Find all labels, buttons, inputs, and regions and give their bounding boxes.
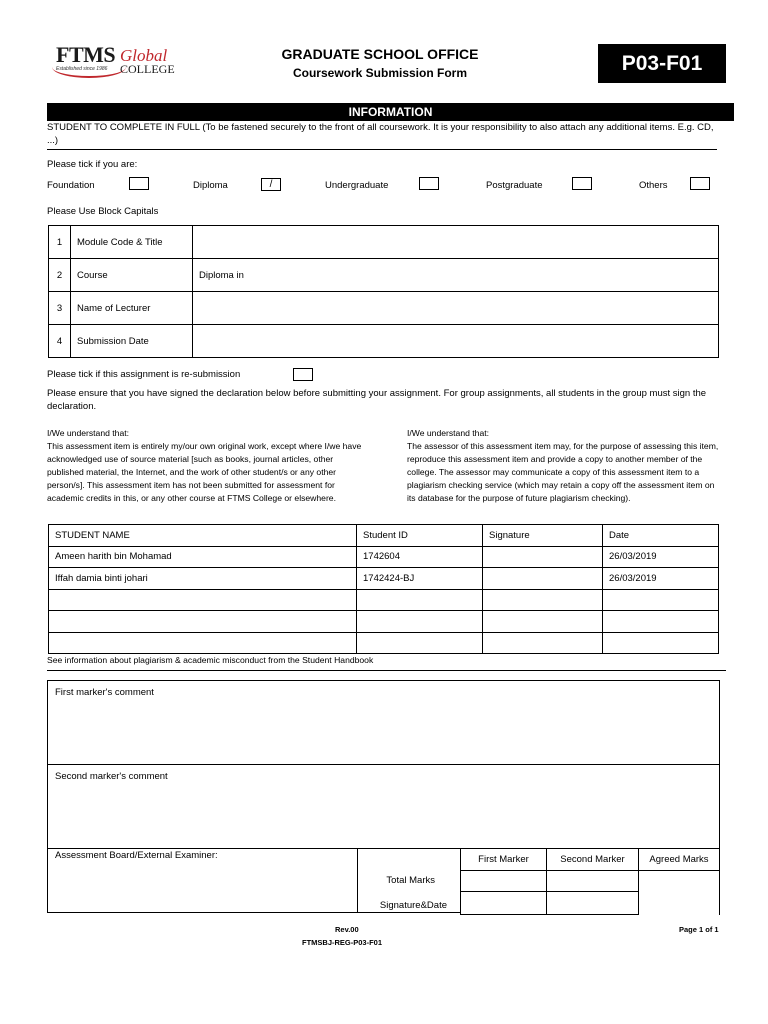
row-label: Course <box>71 259 193 292</box>
row-number: 1 <box>49 226 71 259</box>
first-marker-signature-cell[interactable] <box>461 892 547 915</box>
level-postgraduate-checkbox[interactable] <box>572 177 592 190</box>
logo-script-text: Global <box>120 46 168 65</box>
marks-label-column <box>357 869 461 913</box>
col-header-signature: Signature <box>483 525 603 547</box>
lecturer-name-field[interactable] <box>193 292 719 325</box>
plagiarism-note: See information about plagiarism & academic misconduct from the Student Handbook <box>47 655 374 665</box>
page-subtitle: Coursework Submission Form <box>292 66 468 80</box>
col-header-first-marker: First Marker <box>461 849 547 871</box>
logo-sub-text: COLLEGE <box>120 62 175 76</box>
row-label: Module Code & Title <box>71 226 193 259</box>
divider <box>47 670 726 671</box>
date-cell[interactable]: 26/03/2019 <box>603 568 719 590</box>
table-row <box>49 546 719 568</box>
total-marks-label: Total Marks <box>386 875 435 886</box>
agreed-marks-cell[interactable] <box>639 871 720 915</box>
logo-tagline: Established since 1986 <box>56 66 108 72</box>
row-number: 2 <box>49 259 71 292</box>
table-row <box>49 632 719 654</box>
first-marker-total-cell[interactable] <box>461 871 547 892</box>
submission-date-field[interactable] <box>193 325 719 358</box>
row-label: Name of Lecturer <box>71 292 193 325</box>
resubmission-label: Please tick if this assignment is re-submission <box>47 369 241 380</box>
col-header-student-name: STUDENT NAME <box>49 525 357 547</box>
block-capitals-note: Please Use Block Capitals <box>47 206 159 217</box>
date-cell[interactable] <box>603 632 719 654</box>
row-number: 4 <box>49 325 71 358</box>
level-diploma-checkbox[interactable]: / <box>261 178 281 191</box>
table-row <box>49 259 719 292</box>
footer-page-number: Page 1 of 1 <box>679 925 719 934</box>
declaration-right-heading: I/We understand that: <box>407 428 490 438</box>
marks-table <box>460 848 720 915</box>
student-name-cell[interactable]: Ameen harith bin Mohamad <box>49 546 357 568</box>
student-table <box>48 524 719 654</box>
table-row <box>49 568 719 590</box>
footer-doc-code: FTMSBJ-REG-P03-F01 <box>302 938 383 947</box>
module-info-table <box>48 225 719 358</box>
table-row <box>49 325 719 358</box>
divider <box>47 149 717 150</box>
signature-date-label: Signature&Date <box>379 900 447 911</box>
declaration-right <box>407 427 719 505</box>
col-header-agreed-marks: Agreed Marks <box>639 849 720 871</box>
marks-header-spacer <box>357 848 461 870</box>
table-row <box>49 589 719 611</box>
ftms-logo <box>52 42 182 82</box>
signature-cell[interactable] <box>483 632 603 654</box>
student-name-cell[interactable] <box>49 611 357 633</box>
assessment-board-box <box>47 848 358 913</box>
signature-cell[interactable] <box>483 568 603 590</box>
signature-cell[interactable] <box>483 546 603 568</box>
col-header-second-marker: Second Marker <box>547 849 639 871</box>
student-id-cell[interactable]: 1742424-BJ <box>357 568 483 590</box>
student-name-cell[interactable] <box>49 589 357 611</box>
col-header-date: Date <box>603 525 719 547</box>
table-row <box>49 292 719 325</box>
level-foundation-checkbox[interactable] <box>129 177 149 190</box>
information-bar: INFORMATION <box>47 103 734 121</box>
assessment-board-label: Assessment Board/External Examiner: <box>55 850 218 861</box>
student-id-cell[interactable] <box>357 589 483 611</box>
student-id-cell[interactable]: 1742604 <box>357 546 483 568</box>
page-title: GRADUATE SCHOOL OFFICE <box>281 46 479 62</box>
level-diploma-label: Diploma <box>193 180 228 191</box>
table-row <box>461 871 720 892</box>
declaration-left <box>47 427 367 505</box>
date-cell[interactable] <box>603 611 719 633</box>
second-marker-total-cell[interactable] <box>547 871 639 892</box>
table-header-row <box>49 525 719 547</box>
logo-main-text: FTMS <box>56 42 116 67</box>
declaration-right-text: The assessor of this assessment item may, for the purpose of assessing this item, reproduce this assessment item and provide a copy to another member of the college. The assessor may communicate a copy of this assessment item to a plagiarism checking service (which may retain a copy off the assessment item on its database for the purpose of future plagiarism checking). <box>407 441 719 503</box>
student-name-cell[interactable] <box>49 632 357 654</box>
declaration-note: Please ensure that you have signed the declaration below before submitting your assignment. For group assignments, all students in the group must sign the declaration. <box>47 388 707 412</box>
date-cell[interactable] <box>603 589 719 611</box>
first-marker-comment-label: First marker's comment <box>55 687 154 698</box>
form-code-badge: P03-F01 <box>598 44 726 83</box>
declaration-left-heading: I/We understand that: <box>47 428 130 438</box>
first-marker-comment-box[interactable] <box>47 680 720 765</box>
level-others-label: Others <box>639 180 668 191</box>
module-code-title-field[interactable] <box>193 226 719 259</box>
table-row <box>49 611 719 633</box>
level-undergraduate-checkbox[interactable] <box>419 177 439 190</box>
table-header-row <box>461 849 720 871</box>
footer-rev: Rev.00 <box>335 925 359 934</box>
declaration-left-text: This assessment item is entirely my/our own original work, except where I/we have acknowledged use of source material [such as books, journal articles, other published material, the Internet, and the work of other student/s or any other person/s]. This assessment item has not been submitted for assessment for academic credits in this, or any other course at FTMS College or elsewhere. <box>47 441 362 503</box>
table-row <box>49 226 719 259</box>
row-number: 3 <box>49 292 71 325</box>
second-marker-comment-box[interactable] <box>47 764 720 849</box>
second-marker-signature-cell[interactable] <box>547 892 639 915</box>
signature-cell[interactable] <box>483 611 603 633</box>
col-header-student-id: Student ID <box>357 525 483 547</box>
row-label: Submission Date <box>71 325 193 358</box>
course-field[interactable]: Diploma in <box>193 259 719 292</box>
tick-prompt: Please tick if you are: <box>47 159 138 170</box>
student-id-cell[interactable] <box>357 611 483 633</box>
level-postgraduate-label: Postgraduate <box>486 180 543 191</box>
student-name-cell[interactable]: Iffah damia binti johari <box>49 568 357 590</box>
level-undergraduate-label: Undergraduate <box>325 180 389 191</box>
level-others-checkbox[interactable] <box>690 177 710 190</box>
resubmission-checkbox[interactable] <box>293 368 313 381</box>
date-cell[interactable]: 26/03/2019 <box>603 546 719 568</box>
student-id-cell[interactable] <box>357 632 483 654</box>
instruction-text: STUDENT TO COMPLETE IN FULL (To be fastened securely to the front of all coursework. It is your responsibility to also attach any additional items. E.g. CD, ...) <box>47 122 714 146</box>
second-marker-comment-label: Second marker's comment <box>55 771 168 782</box>
level-foundation-label: Foundation <box>47 180 95 191</box>
signature-cell[interactable] <box>483 589 603 611</box>
